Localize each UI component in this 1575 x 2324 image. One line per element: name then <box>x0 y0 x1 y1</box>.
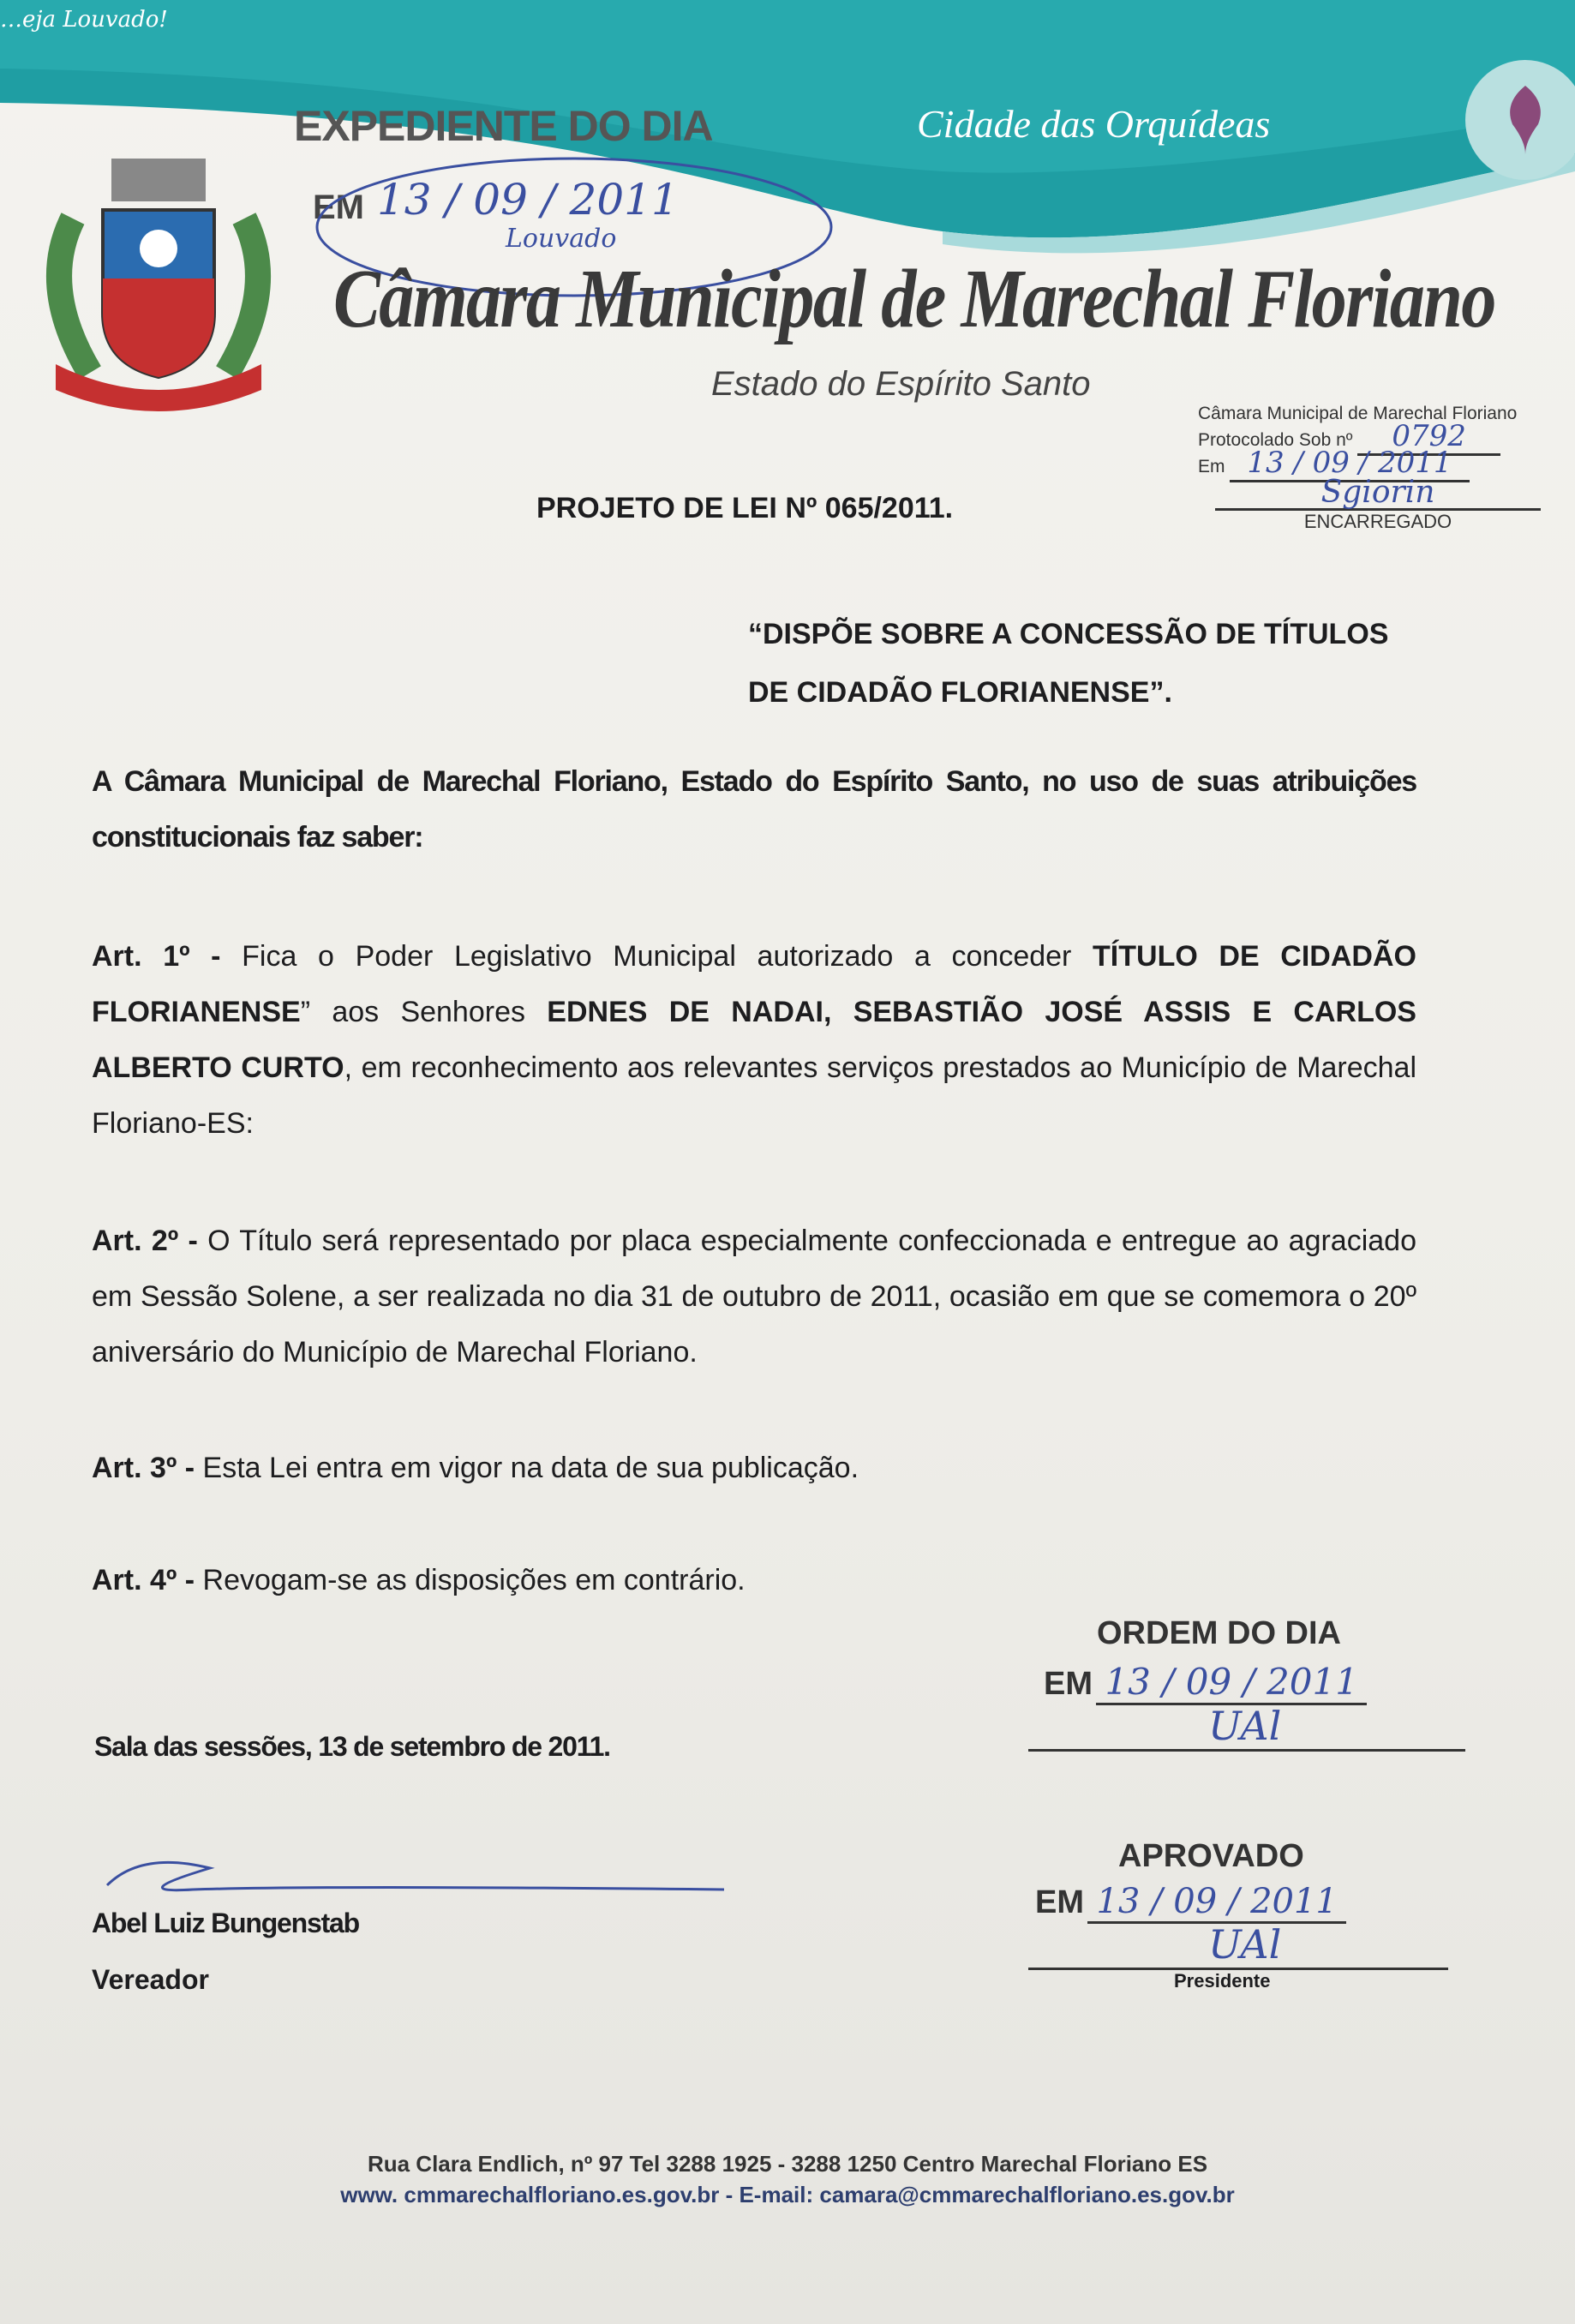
expediente-note: Louvado <box>506 224 617 254</box>
article-4: Art. 4º - Revogam-se as disposições em contrário. <box>92 1564 746 1596</box>
page-title: Câmara Municipal de Marechal Floriano <box>333 253 1495 345</box>
stamp-date: Em 13 / 09 / 2011 <box>1198 452 1558 478</box>
ordem-do-dia-stamp: ORDEM DO DIA EM 13 / 09 / 2011 UAl <box>1028 1615 1465 1752</box>
ordem-signature: UAl <box>1028 1703 1465 1752</box>
bill-number: PROJETO DE LEI Nº 065/2011. <box>536 492 954 524</box>
session-date: Sala das sessões, 13 de setembro de 2011. <box>94 1731 610 1762</box>
expediente-em: EM <box>313 189 364 226</box>
footer-address: Rua Clara Endlich, nº 97 Tel 3288 1925 - 3288 1250 Centro Marechal Floriano ES <box>367 2151 1208 2177</box>
author-role: Vereador <box>92 1964 209 1995</box>
article-2: Art. 2º - O Título será representado por placa especialmente confeccionada e entregue ao agraciado em Sessão Solene, a ser realizada no dia 31 de outubro de 2011, ocasião em que se comemora o 20º aniversário do Município de Marechal Floriano. <box>92 1225 1416 1369</box>
municipal-crest-logo <box>30 141 287 424</box>
subtitle: Estado do Espírito Santo <box>711 365 1091 403</box>
top-motto: …eja Louvado! <box>0 7 168 33</box>
expediente-date: 13 / 09 / 2011 <box>377 175 679 225</box>
aprovado-signature: UAl <box>1028 1921 1448 1970</box>
author-signature <box>99 1851 750 1902</box>
stamp-line: Câmara Municipal de Marechal Floriano <box>1198 404 1518 423</box>
slogan: Cidade das Orquídeas <box>917 102 1271 146</box>
article-1: Art. 1º - Fica o Poder Legislativo Municipal autorizado a conceder TÍTULO DE CIDADÃO FLORIANENSE” aos Senhores EDNES DE NADAI, SEBASTIÃO JOSÉ ASSIS E CARLOS ALBERTO CURTO, em reconhecimento aos relevantes serviços prestados ao Município de Marechal Floriano-ES: <box>92 940 1416 1140</box>
intro-paragraph: A Câmara Municipal de Marechal Floriano, Estado do Espírito Santo, no uso de suas atribuições constitucionais faz saber: <box>92 765 1416 854</box>
stamp-protocol: Protocolado Sob nº 0792 <box>1198 425 1558 452</box>
stamp-role: ENCARREGADO <box>1215 508 1541 533</box>
author-name: Abel Luiz Bungenstab <box>92 1908 360 1938</box>
protocol-stamp <box>1198 403 1558 533</box>
ementa: “DISPÕE SOBRE A CONCESSÃO DE TÍTULOS DE CIDADÃO FLORIANENSE”. <box>748 618 1389 709</box>
stamp-signature: Sgiorin <box>1320 475 1435 510</box>
footer-contact: www. cmmarechalfloriano.es.gov.br - E-mail: camara@cmmarechalfloriano.es.gov.br <box>340 2182 1235 2207</box>
aprovado-stamp: APROVADO EM 13 / 09 / 2011 UAl Presidente <box>1028 1838 1448 1992</box>
expediente-label: EXPEDIENTE DO DIA <box>294 102 713 150</box>
article-3: Art. 3º - Esta Lei entra em vigor na data de sua publicação. <box>92 1452 859 1484</box>
